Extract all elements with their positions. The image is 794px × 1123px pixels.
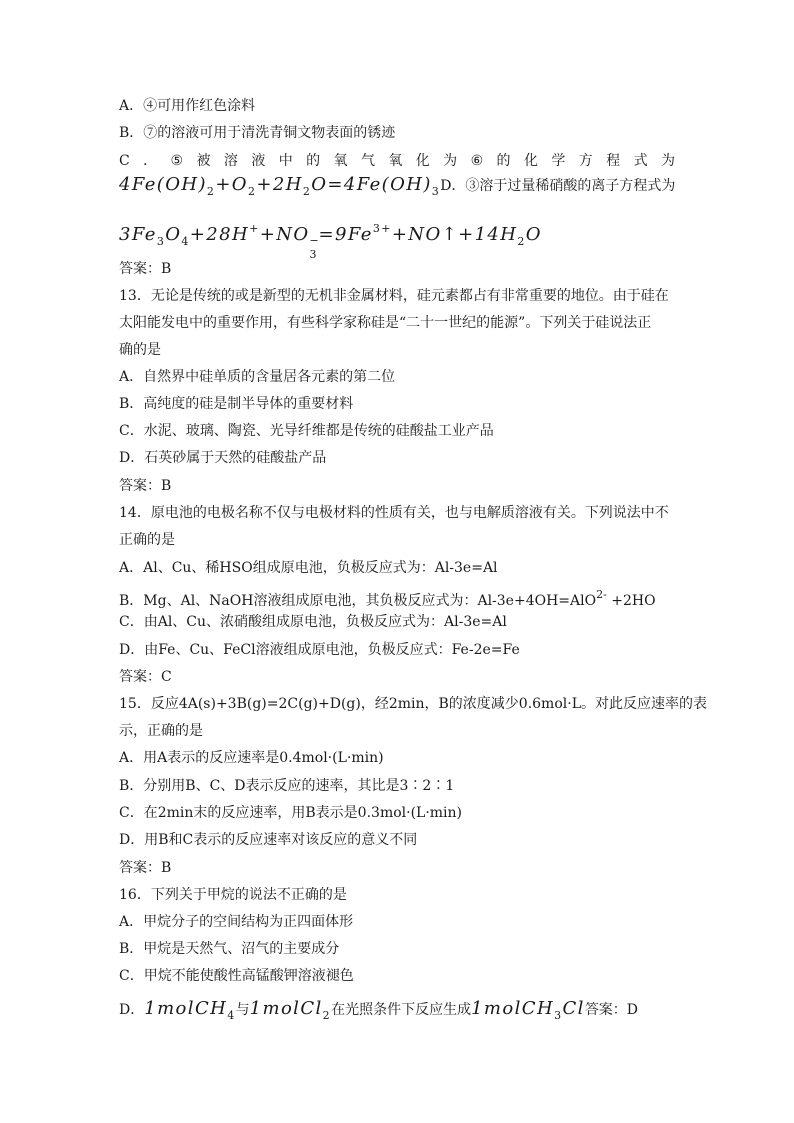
- q13-stem-line-1: 13．无论是传统的或是新型的无机非金属材料，硅元素都占有非常重要的地位。由于硅在: [119, 288, 669, 304]
- q12-option-c-char: 被: [196, 153, 211, 169]
- q13-option-b: B．高纯度的硅是制半导体的重要材料: [119, 396, 354, 412]
- q13-option-d: D．石英砂属于天然的硅酸盐产品: [119, 450, 327, 466]
- q12-equation-2: $3Fe_3O_4+28H^++NO$ − 3 $=9Fe^{3+}+NO↑+14H_2O$: [119, 222, 542, 261]
- q14-option-c: C．由Al、Cu、浓硝酸组成原电池，负极反应式为：Al-3e=Al: [119, 614, 507, 630]
- q15-option-c: C．在2min末的反应速率，用B表示是0.3mol·(L·min): [119, 805, 463, 821]
- q16-option-d: D．1molCH$_4$与1molCl$_2$在光照条件下反应生成1molCH$_3$Cl答案：D: [119, 998, 639, 1022]
- q16-formula-3: 1molCH$_3$Cl: [471, 998, 585, 1022]
- q12-option-c-char: ⑥: [470, 153, 484, 169]
- q12-option-c-char: 程: [606, 153, 621, 169]
- q16-answer: 答案：D: [584, 1002, 639, 1018]
- q12-option-c-char: 式: [633, 153, 648, 169]
- q12-option-c-char: 化: [523, 153, 538, 169]
- q12-option-c-char: C: [119, 153, 130, 169]
- q13-stem-line-3: 确的是: [119, 342, 161, 358]
- q12-option-c-char: 氧: [333, 153, 348, 169]
- q12-option-c-char: 为: [443, 153, 458, 169]
- q15-answer: 答案：B: [119, 860, 172, 876]
- q16-stem: 16．下列关于甲烷的说法不正确的是: [119, 887, 347, 903]
- q16-option-c: C．甲烷不能使酸性高锰酸钾溶液褪色: [119, 968, 354, 984]
- q12-option-a: A．④可用作红色涂料: [119, 98, 256, 114]
- q12-option-d: D．③溶于过量稀硝酸的离子方程式为: [440, 178, 676, 194]
- q12-option-c-char: 化: [415, 153, 430, 169]
- q12-equation-1: $4Fe(OH)_2+O_2+2H_2O=4Fe(OH)_3$: [119, 174, 441, 198]
- q14-option-d: D．由Fe、Cu、FeCl溶液组成原电池，负极反应式：Fe-2e=Fe: [119, 642, 520, 658]
- q12-option-c-char: ．: [143, 153, 158, 169]
- q12-option-b: B．⑦的溶液可用于清洗青铜文物表面的锈迹: [119, 125, 396, 141]
- q12-answer: 答案：B: [119, 261, 172, 277]
- q14-answer: 答案：C: [119, 669, 172, 685]
- q12-option-c-char: 的: [496, 153, 511, 169]
- q16-formula-2: 1molCl$_2$: [249, 998, 332, 1022]
- q12-option-c-char: 方: [578, 153, 593, 169]
- q12-option-c-char: 溶: [223, 153, 238, 169]
- q12-option-c-char: ⑤: [170, 153, 184, 169]
- q12-equation-line: [119, 176, 675, 201]
- q12-option-c-char: 学: [551, 153, 566, 169]
- q13-answer: 答案：B: [119, 478, 172, 494]
- q12-option-c: [119, 152, 675, 170]
- q14-stem-line-1: 14．原电池的电极名称不仅与电极材料的性质有关，也与电解质溶液有关。下列说法中不: [119, 505, 669, 521]
- q12-option-c-char: 液: [251, 153, 266, 169]
- q15-stem-line-1: 15．反应4A(s)+3B(g)=2C(g)+D(g)，经2min，B的浓度减少0.6mol·L。对此反应速率的表: [119, 696, 707, 712]
- q15-stem-line-2: 示，正确的是: [119, 723, 203, 739]
- q15-option-d: D．用B和C表示的反应速率对该反应的意义不同: [119, 832, 418, 848]
- q16-option-a: A．甲烷分子的空间结构为正四面体形: [119, 914, 354, 930]
- q16-option-b: B．甲烷是天然气、沼气的主要成分: [119, 941, 340, 957]
- q16-formula-1: 1molCH$_4$: [144, 998, 236, 1022]
- q14-option-a: A．Al、Cu、稀HSO组成原电池，负极反应式为：Al-3e=Al: [119, 560, 498, 576]
- q12-option-c-char: 氧: [388, 153, 403, 169]
- q12-option-c-char: 中: [278, 153, 293, 169]
- q12-option-c-char: 为: [660, 153, 675, 169]
- q13-option-a: A．自然界中硅单质的含量居各元素的第二位: [119, 369, 396, 385]
- q12-option-c-char: 气: [360, 153, 375, 169]
- q15-option-b: B．分别用B、C、D表示反应的速率，其比是3∶2∶1: [119, 778, 455, 794]
- q12-option-c-char: 的: [306, 153, 321, 169]
- q14-stem-line-2: 正确的是: [119, 532, 175, 548]
- q13-option-c: C．水泥、玻璃、陶瓷、光导纤维都是传统的硅酸盐工业产品: [119, 423, 494, 439]
- q13-stem-line-2: 太阳能发电中的重要作用，有些科学家称硅是“二十一世纪的能源”。下列关于硅说法正: [119, 315, 652, 331]
- q14-option-b: B．Mg、Al、NaOH溶液组成原电池，其负极反应式为：Al-3e+4OH=AlO$^{2-}$ +2HO: [119, 588, 656, 609]
- q15-option-a: A．用A表示的反应速率是0.4mol·(L·min): [119, 750, 384, 766]
